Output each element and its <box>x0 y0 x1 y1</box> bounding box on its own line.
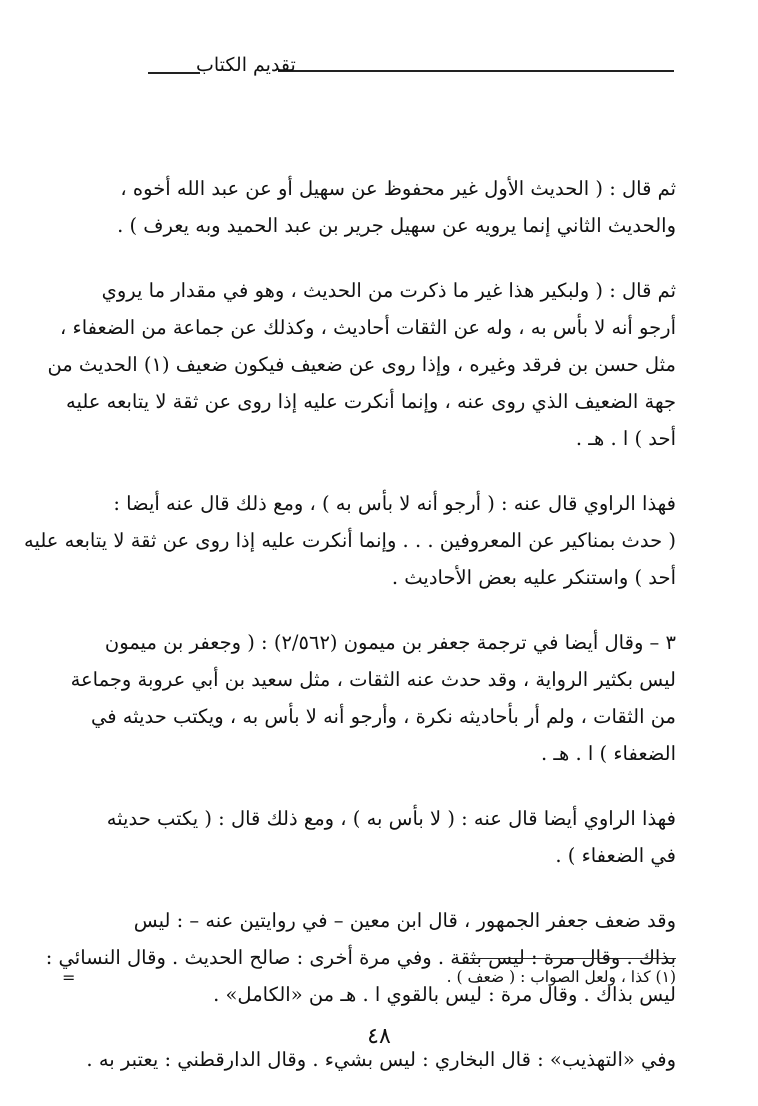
paragraph <box>78 800 676 874</box>
text-line: جهة الضعيف الذي روى عنه ، وإنما أنكرت عليه إذا روى عن ثقة لا يتابعه عليه <box>65 390 676 413</box>
text-line: فهذا الراوي قال عنه : ( أرجو أنه لا بأس به ) ، ومع ذلك قال عنه أيضا : <box>113 492 676 515</box>
text-line: من الثقات ، ولم أر بأحاديثه نكرة ، وأرجو أنه لا بأس به ، ويكتب حديثه في <box>90 705 676 728</box>
text-line: ٣ – وقال أيضا في ترجمة جعفر بن ميمون (٢/٥٦٢) : ( وجعفر بن ميمون <box>104 631 676 654</box>
header-title-rule <box>148 72 200 74</box>
paragraph <box>24 485 676 596</box>
continuation-mark: = <box>62 968 76 987</box>
page-number: ٤٨ <box>367 1024 391 1049</box>
text-line: ليس بكثير الرواية ، وقد حدث عنه الثقات ، مثل سعيد بن أبي عروبة وجماعة <box>70 668 676 691</box>
text-line: الضعفاء ) ا . هـ . <box>540 742 676 765</box>
text-line: والحديث الثاني إنما يرويه عن سهيل جرير بن عبد الحميد وبه يعرف ) . <box>117 214 676 237</box>
text-line: أحد ) واستنكر عليه بعض الأحاديث . <box>391 566 676 589</box>
paragraph <box>47 272 676 457</box>
footnote: (١) كذا ، ولعل الصواب : ( ضعف ) . <box>446 968 676 986</box>
header-title: تقديم الكتاب <box>196 54 296 76</box>
text-line: أرجو أنه لا بأس به ، وله عن الثقات أحاديث ، وكذلك عن جماعة من الضعفاء ، <box>60 316 676 339</box>
text-line: بذاك . وقال مرة : ليس بثقة . وفي مرة أخرى : صالح الحديث . وقال النسائي : <box>45 946 676 969</box>
running-header <box>78 52 674 82</box>
header-rule <box>278 70 674 72</box>
text-line: وقد ضعف جعفر الجمهور ، قال ابن معين – في روايتين عنه – : ليس <box>133 909 676 932</box>
text-line: في الضعفاء ) . <box>555 844 676 867</box>
text-line: فهذا الراوي أيضا قال عنه : ( لا بأس به ) ، ومع ذلك قال : ( يكتب حديثه <box>106 807 676 830</box>
text-line: وفي «التهذيب» : قال البخاري : ليس بشيء . وقال الدارقطني : يعتبر به . <box>86 1048 676 1071</box>
text-line: ثم قال : ( الحديث الأول غير محفوظ عن سهيل أو عن عبد الله أخوه ، <box>120 177 676 200</box>
paragraph <box>70 624 676 772</box>
paragraph <box>78 170 676 244</box>
page-body <box>24 170 676 1084</box>
text-line: ليس بذاك . وقال مرة : ليس بالقوي ا . هـ من «الكامل» . <box>213 983 676 1006</box>
text-line: ( حدث بمناكير عن المعروفين . . . وإنما أنكرت عليه إذا روى عن ثقة لا يتابعه عليه <box>24 529 676 552</box>
footnote-rule <box>470 958 676 959</box>
text-line: ثم قال : ( ولبكير هذا غير ما ذكرت من الحديث ، وهو في مقدار ما يروي <box>101 279 676 302</box>
text-line: أحد ) ا . هـ . <box>575 427 676 450</box>
text-line: مثل حسن بن فرقد وغيره ، وإذا روى عن ضعيف فيكون ضعيف (١) الحديث من <box>47 353 676 376</box>
